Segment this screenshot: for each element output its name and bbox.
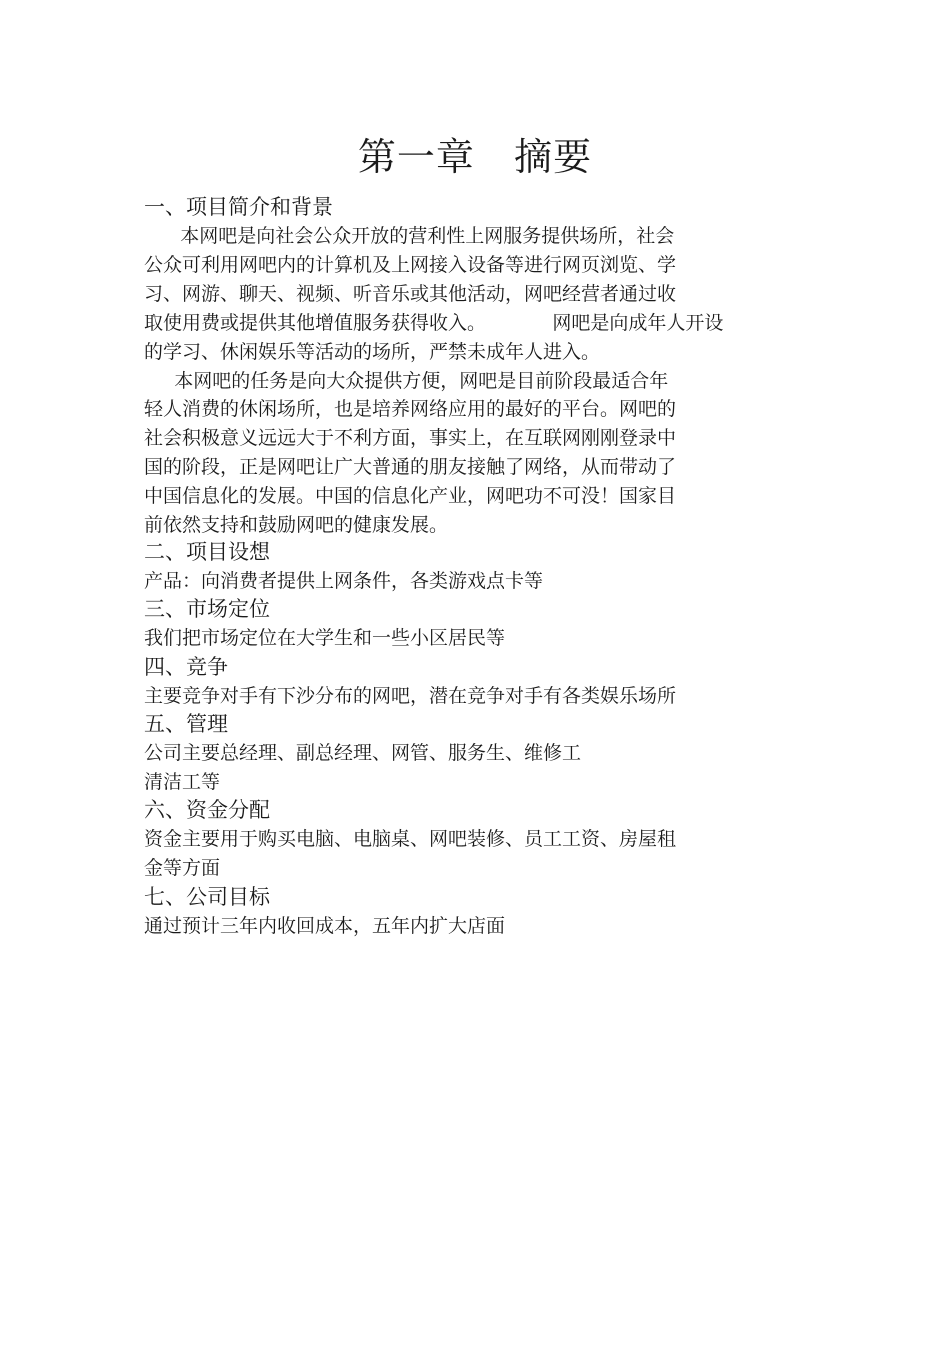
paragraph-line: 产品：向消费者提供上网条件，各类游戏点卡等 (144, 570, 544, 592)
paragraph-line: 中国信息化的发展。中国的信息化产业，网吧功不可没！国家目 (144, 485, 677, 507)
paragraph-line: 习、网游、聊天、视频、听音乐或其他活动，网吧经营者通过收 (144, 283, 677, 305)
section-heading-3: 三、市场定位 (144, 597, 270, 621)
paragraph-line: 本网吧是向社会公众开放的营利性上网服务提供场所，社会 (144, 225, 675, 247)
paragraph-line: 清洁工等 (144, 771, 221, 793)
section-heading-5: 五、管理 (144, 712, 228, 736)
paragraph-line: 社会积极意义远远大于不利方面，事实上，在互联网刚刚登录中 (144, 427, 677, 449)
paragraph-line: 主要竞争对手有下沙分布的网吧，潜在竞争对手有各类娱乐场所 (144, 685, 677, 707)
paragraph-line: 资金主要用于购买电脑、电脑桌、网吧装修、员工工资、房屋租 (144, 828, 677, 850)
paragraph-line: 本网吧的任务是向大众提供方便，网吧是目前阶段最适合年 (144, 370, 669, 392)
paragraph-line: 我们把市场定位在大学生和一些小区居民等 (144, 627, 506, 649)
paragraph-line: 公司主要总经理、副总经理、网管、服务生、维修工 (144, 742, 582, 764)
section-heading-7: 七、公司目标 (144, 885, 270, 909)
section-heading-2: 二、项目设想 (144, 540, 270, 564)
paragraph-line: 国的阶段，正是网吧让广大普通的朋友接触了网络，从而带动了 (144, 456, 677, 478)
chapter-title: 第一章 摘要 (357, 135, 593, 179)
paragraph-line: 轻人消费的休闲场所，也是培养网络应用的最好的平台。网吧的 (144, 398, 677, 420)
section-heading-4: 四、竞争 (144, 655, 228, 679)
paragraph-line: 前依然支持和鼓励网吧的健康发展。 (144, 514, 449, 536)
paragraph-line: 通过预计三年内收回成本，五年内扩大店面 (144, 915, 506, 937)
section-heading-1: 一、项目简介和背景 (144, 195, 333, 219)
paragraph-line: 取使用费或提供其他增值服务获得收入。 网吧是向成年人开设 (144, 312, 724, 334)
paragraph-line: 公众可利用网吧内的计算机及上网接入设备等进行网页浏览、学 (144, 254, 677, 276)
section-heading-6: 六、资金分配 (144, 798, 270, 822)
paragraph-line: 的学习、休闲娱乐等活动的场所，严禁未成年人进入。 (144, 341, 601, 363)
paragraph-line: 金等方面 (144, 857, 221, 879)
